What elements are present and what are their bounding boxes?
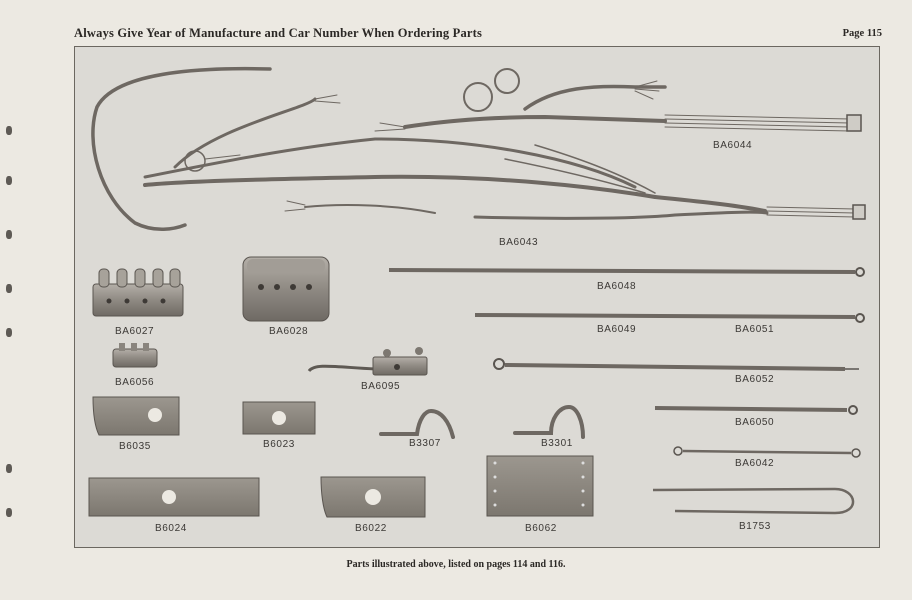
cable-ba6042 <box>674 447 860 457</box>
part-label-ba6028: BA6028 <box>269 326 309 337</box>
part-label-ba6042: BA6042 <box>735 458 775 469</box>
clip-b3301 <box>515 407 583 437</box>
switch-bracket-ba6095 <box>309 347 427 375</box>
page-number: Page 115 <box>842 28 882 39</box>
parts-illustration <box>75 47 879 547</box>
binder-hole <box>6 126 12 135</box>
plate-b6023 <box>243 402 315 434</box>
cable-ba6049-ba6051 <box>475 314 864 322</box>
part-label-ba6027: BA6027 <box>115 326 155 337</box>
wiring-harness-ba6044 <box>375 69 861 131</box>
part-label-ba6044: BA6044 <box>713 140 753 151</box>
binder-hole <box>6 328 12 337</box>
part-label-b3301: B3301 <box>541 438 573 449</box>
part-label-ba6095: BA6095 <box>361 381 401 392</box>
clip-b3307 <box>381 411 453 437</box>
cable-ba6048 <box>389 268 864 276</box>
page-header-title: Always Give Year of Manufacture and Car Number When Ordering Parts <box>74 26 483 40</box>
terminal-block-ba6028 <box>243 257 329 321</box>
binder-hole <box>6 176 12 185</box>
plate-caption: Parts illustrated above, listed on pages 114 and 116. <box>346 559 566 570</box>
cable-b1753 <box>653 489 853 513</box>
plate-b6035 <box>93 397 179 435</box>
part-label-b6024: B6024 <box>155 523 187 534</box>
part-label-ba6048: BA6048 <box>597 281 637 292</box>
connector-ba6056 <box>113 343 157 367</box>
part-label-b6062: B6062 <box>525 523 557 534</box>
binder-hole <box>6 508 12 517</box>
cable-ba6050 <box>655 406 857 414</box>
part-label-ba6043: BA6043 <box>499 237 539 248</box>
cable-ba6052 <box>494 359 859 369</box>
plate-b6062 <box>487 456 593 516</box>
part-label-b6035: B6035 <box>119 441 151 452</box>
part-label-ba6052: BA6052 <box>735 374 775 385</box>
binder-hole <box>6 230 12 239</box>
part-label-b6022: B6022 <box>355 523 387 534</box>
part-label-b6023: B6023 <box>263 439 295 450</box>
part-label-ba6050: BA6050 <box>735 417 775 428</box>
part-label-ba6049: BA6049 <box>597 324 637 335</box>
part-label-ba6056: BA6056 <box>115 377 155 388</box>
terminal-block-ba6027 <box>93 269 183 316</box>
parts-illustration-plate <box>74 46 880 548</box>
part-label-b3307: B3307 <box>409 438 441 449</box>
plate-b6022 <box>321 477 425 517</box>
part-label-b1753: B1753 <box>739 521 771 532</box>
binder-hole <box>6 284 12 293</box>
binder-hole <box>6 464 12 473</box>
part-label-ba6051: BA6051 <box>735 324 775 335</box>
plate-b6024 <box>89 478 259 516</box>
